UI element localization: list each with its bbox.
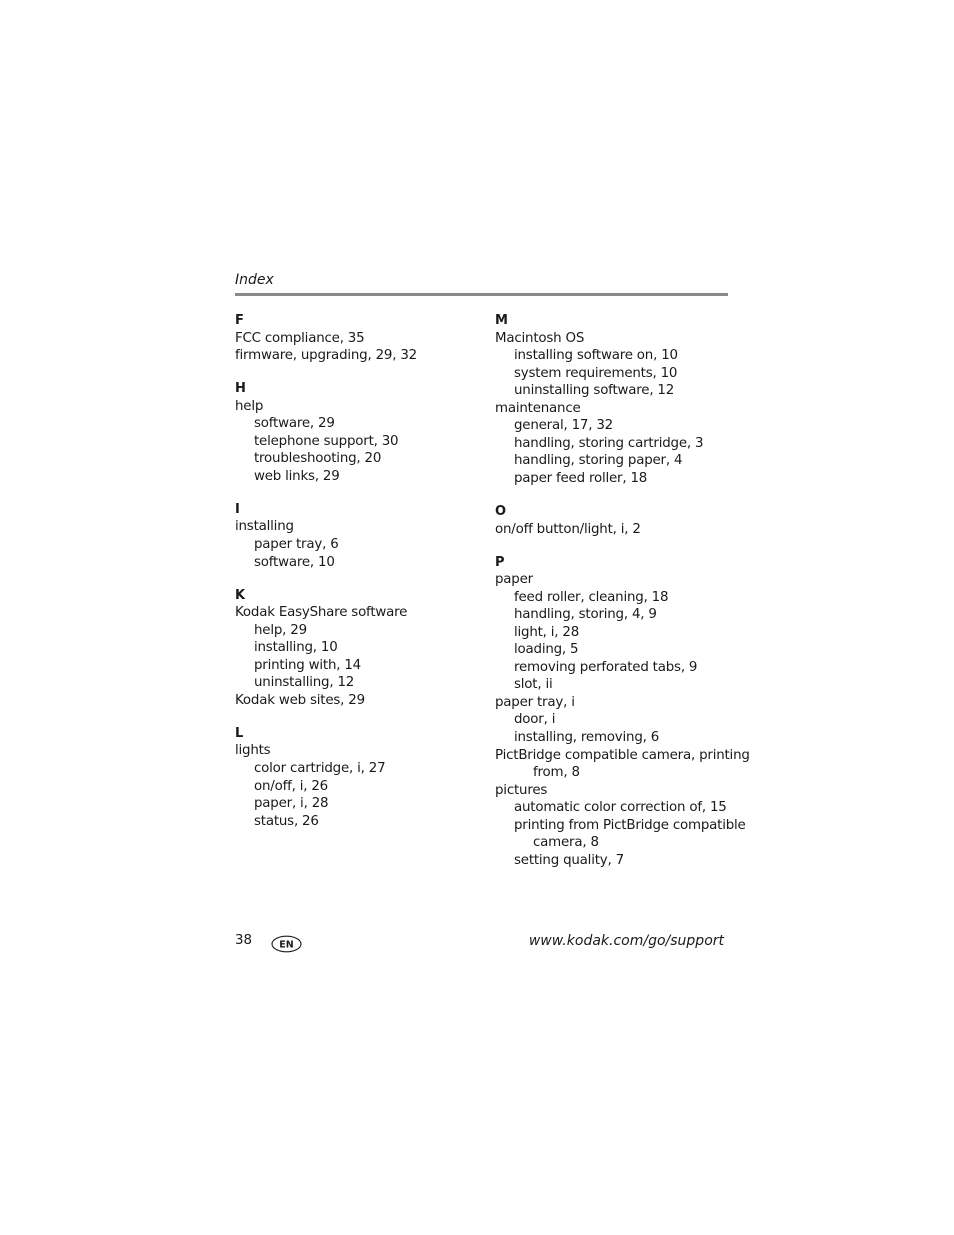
index-entry: on/off button/light, i, 2 [495,521,641,537]
header-divider [235,293,728,296]
index-entry: Macintosh OS [495,330,585,346]
language-badge-label: EN [279,939,294,951]
index-entry: maintenance [495,400,581,416]
index-subentry: camera, 8 [533,835,599,851]
index-subentry: light, i, 28 [514,624,580,640]
index-subentry: troubleshooting, 20 [254,451,382,467]
index-subentry: automatic color correction of, 15 [514,800,727,816]
index-subentry: system requirements, 10 [514,365,678,381]
index-entry: Kodak EasyShare software [235,605,408,621]
index-section-m [495,312,730,487]
index-column-left [235,312,485,846]
index-entry: firmware, upgrading, 29, 32 [235,348,417,364]
page-header-title: Index [235,272,274,288]
index-subentry: handling, storing cartridge, 3 [514,435,704,451]
index-subentry: removing perforated tabs, 9 [514,659,698,675]
index-subentry: installing software on, 10 [514,348,678,364]
index-subentry: paper feed roller, 18 [514,470,648,486]
index-letter-heading: K [235,587,245,603]
index-subentry: web links, 29 [254,468,340,484]
index-letter-heading: I [235,501,240,517]
index-subentry: uninstalling software, 12 [514,383,675,399]
index-section-h [235,380,485,485]
index-subentry: setting quality, 7 [514,852,624,868]
index-subentry: handling, storing paper, 4 [514,453,683,469]
index-subentry: loading, 5 [514,642,579,658]
index-subentry: printing with, 14 [254,657,361,673]
index-subentry: general, 17, 32 [514,418,613,434]
index-subentry: software, 29 [254,416,335,432]
index-subentry: installing, 10 [254,640,338,656]
index-subentry: software, 10 [254,554,335,570]
index-entry: Kodak web sites, 29 [235,692,365,708]
index-subentry: telephone support, 30 [254,433,399,449]
index-section-i [235,501,485,571]
index-entry: paper tray, i [495,694,575,710]
index-section-f [235,312,485,365]
index-subentry: feed roller, cleaning, 18 [514,589,669,605]
index-subentry: help, 29 [254,622,307,638]
support-url[interactable]: www.kodak.com/go/support [528,933,724,949]
index-letter-heading: O [495,503,506,519]
index-entry: help [235,398,264,414]
index-letter-heading: P [495,554,505,570]
index-subentry: slot, ii [514,677,553,693]
index-subentry: paper tray, 6 [254,537,339,553]
index-subentry: from, 8 [533,765,580,781]
index-entry: FCC compliance, 35 [235,330,365,346]
index-entry: paper [495,572,533,588]
index-subentry: uninstalling, 12 [254,675,355,691]
index-section-k [235,587,485,710]
index-letter-heading: M [495,313,508,328]
index-letter-heading: F [235,313,244,328]
index-subentry: on/off, i, 26 [254,778,328,794]
index-letter-heading: L [235,725,244,741]
index-entry: installing [235,519,294,535]
index-subentry: installing, removing, 6 [514,730,660,746]
language-badge-icon [271,935,302,953]
index-letter-heading: H [235,381,246,397]
index-entry: pictures [495,782,548,798]
index-column-right [495,312,750,885]
index-entry: lights [235,743,271,759]
index-section-l [235,725,485,830]
index-subentry: door, i [514,712,556,728]
index-subentry: printing from PictBridge compatible [514,817,746,833]
index-section-p [495,554,750,870]
index-subentry: color cartridge, i, 27 [254,761,386,777]
index-entry: PictBridge compatible camera, printing [495,747,750,763]
page-number: 38 [235,933,253,948]
index-subentry: status, 26 [254,813,319,829]
index-subentry: paper, i, 28 [254,796,329,812]
index-section-o [495,503,730,538]
index-subentry: handling, storing, 4, 9 [514,607,657,623]
